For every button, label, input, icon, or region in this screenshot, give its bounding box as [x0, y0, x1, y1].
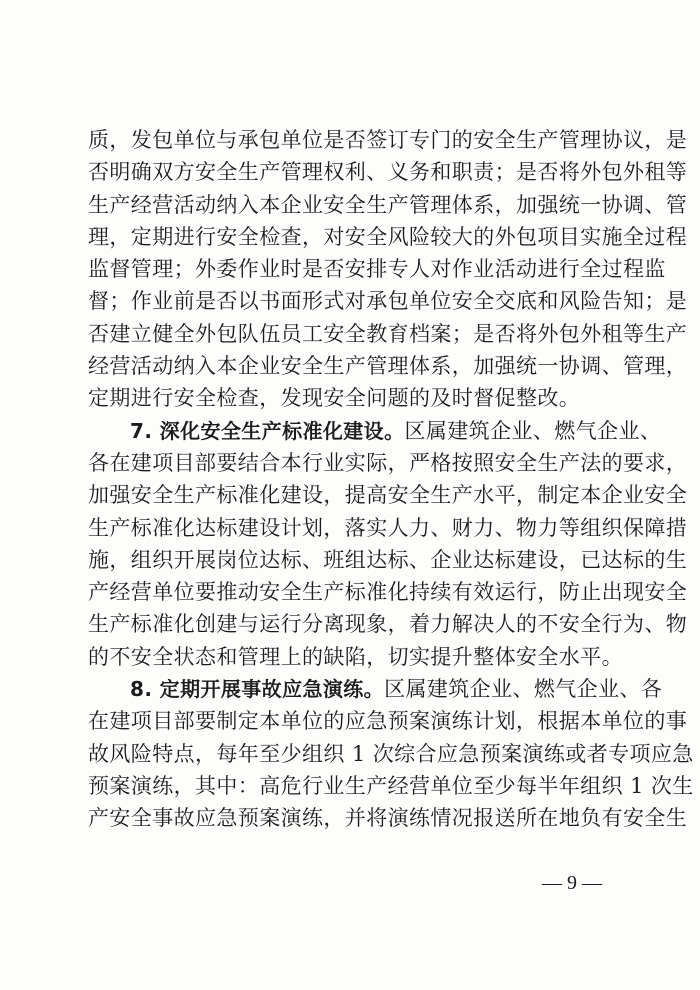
paragraph-8-line-3: 故风险特点，每年至少组织 1 次综合应急预案演练或者专项应急	[88, 741, 694, 766]
paragraph-1-line-3: 生产经营活动纳入本企业安全生产管理体系，加强统一协调、管	[88, 192, 688, 217]
paragraph-1-line-8: 经营活动纳入本企业安全生产管理体系，加强统一协调、管理，	[88, 354, 688, 379]
paragraph-1-line-9: 定期进行安全检查，发现安全问题的及时督促整改。	[88, 386, 581, 411]
paragraph-1-line-4: 理，定期进行安全检查，对安全风险较大的外包项目实施全过程	[88, 224, 688, 249]
paragraph-7-line-2: 各在建项目部要结合本行业实际，严格按照安全生产法的要求，	[88, 450, 688, 475]
paragraph-8-first-line	[88, 673, 663, 705]
paragraph-7-line-8: 的不安全状态和管理上的缺陷，切实提升整体安全水平。	[88, 644, 623, 669]
page-number: — 9 —	[542, 872, 602, 894]
paragraph-8-line-5: 产安全事故应急预案演练，并将演练情况报送所在地负有安全生	[88, 806, 688, 831]
section-7-heading: 7. 深化安全生产标准化建设。	[130, 418, 405, 443]
paragraph-1-line-6: 督；作业前是否以书面形式对承包单位安全交底和风险告知；是	[88, 289, 688, 314]
paragraph-7-first-line	[88, 415, 662, 447]
paragraph-8-line-1: 区属建筑企业、燃气企业、各	[384, 677, 663, 702]
paragraph-7-line-7: 生产标准化创建与运行分离现象，着力解决人的不安全行为、物	[88, 612, 688, 637]
paragraph-8-line-4: 预案演练，其中：高危行业生产经营单位至少每半年组织 1 次生	[88, 773, 694, 798]
paragraph-1-line-2: 否明确双方安全生产管理权利、义务和职责；是否将外包外租等	[88, 160, 688, 185]
paragraph-7-line-6: 产经营单位要推动安全生产标准化持续有效运行，防止出现安全	[88, 580, 688, 605]
paragraph-7-line-1: 区属建筑企业、燃气企业、	[404, 418, 662, 443]
paragraph-7-line-3: 加强安全生产标准化建设，提高安全生产水平，制定本企业安全	[88, 483, 688, 508]
paragraph-1-line-1: 质，发包单位与承包单位是否签订专门的安全生产管理协议，是	[88, 128, 688, 152]
body-text	[88, 124, 694, 835]
paragraph-1-line-7: 否建立健全外包队伍员工安全教育档案；是否将外包外租等生产	[88, 321, 688, 346]
paragraph-1-line-5: 监督管理；外委作业时是否安排专人对作业活动进行全过程监	[88, 257, 666, 282]
paragraph-7-line-4: 生产标准化达标建设计划，落实人力、财力、物力等组织保障措	[88, 515, 688, 540]
paragraph-7-line-5: 施，组织开展岗位达标、班组达标、企业达标建设，已达标的生	[88, 547, 688, 572]
section-8-heading: 8. 定期开展事故应急演练。	[130, 677, 385, 702]
paragraph-8-line-2: 在建项目部要制定本单位的应急预案演练计划，根据本单位的事	[88, 709, 688, 734]
